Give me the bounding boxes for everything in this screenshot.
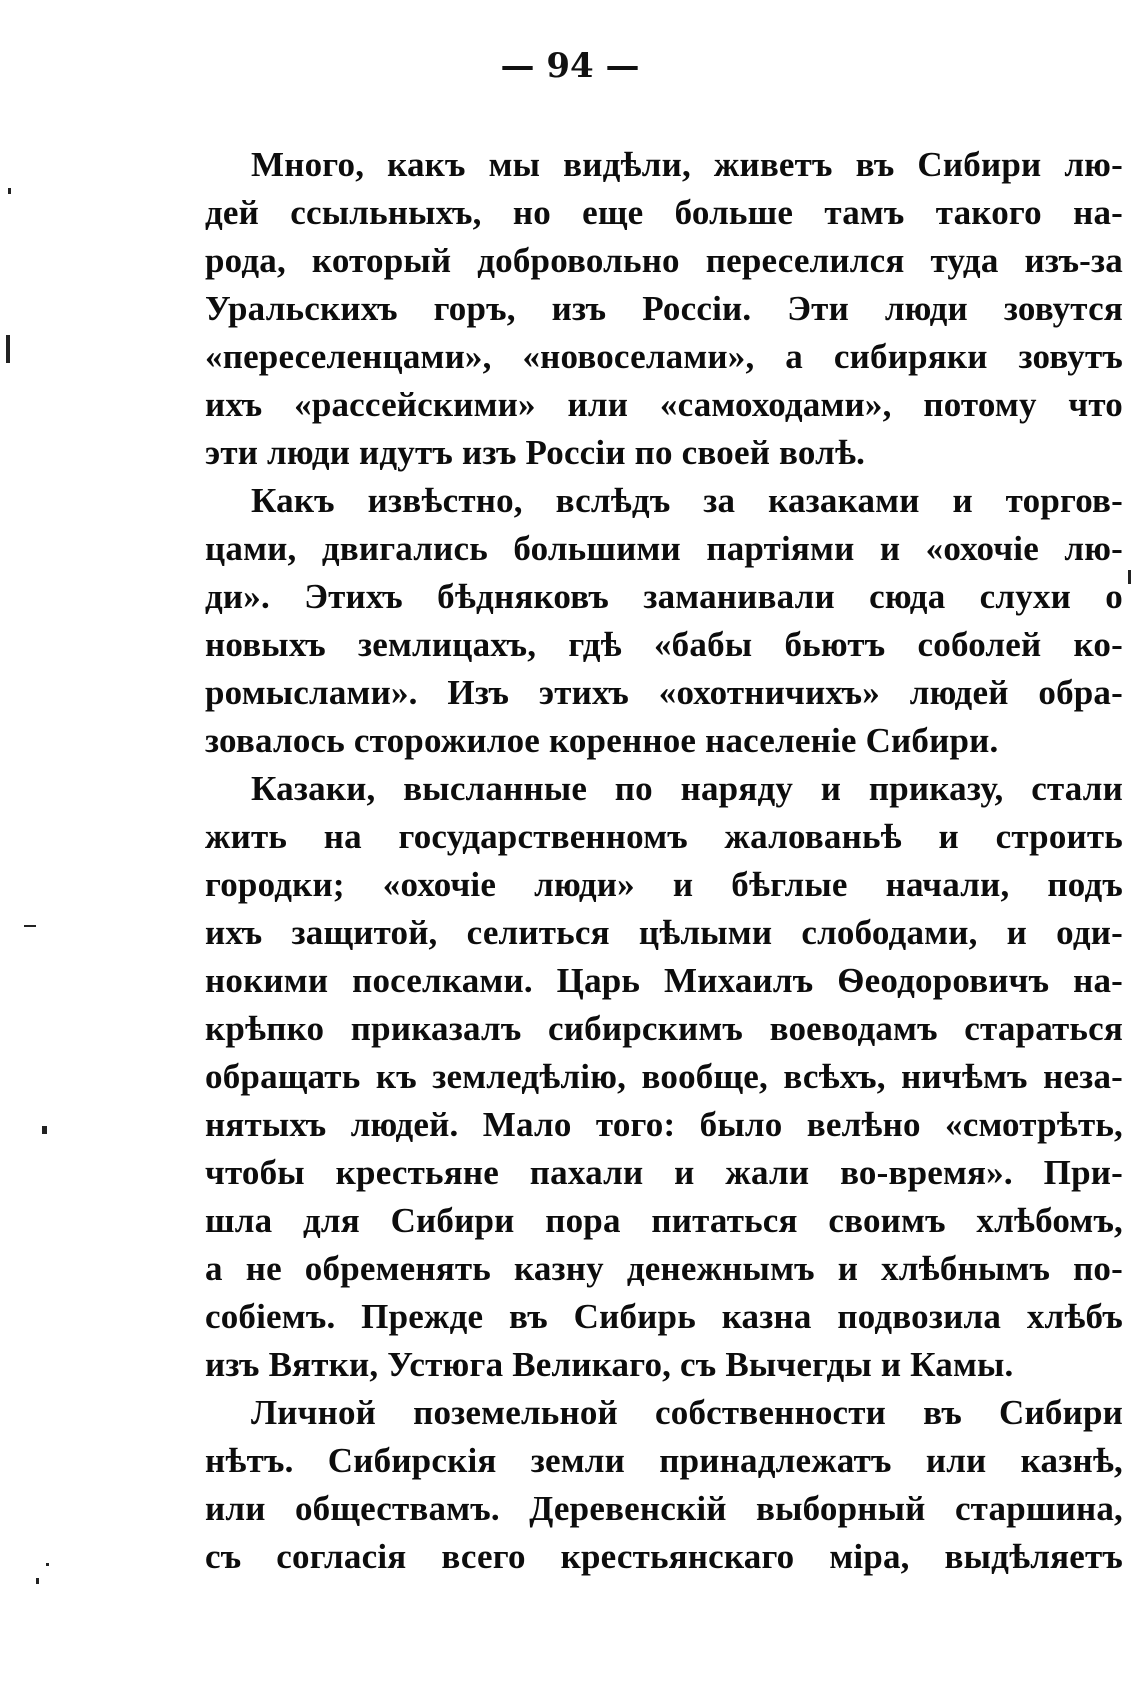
scan-speck <box>1128 570 1131 584</box>
scan-speck <box>36 1578 39 1584</box>
text-line: нятыхъ людей. Мало того: было велѣно «смотрѣть, <box>205 1105 1123 1144</box>
text-line: «переселенцами», «новоселами», а сибиряки зовутъ <box>205 337 1123 376</box>
text-line: Много, какъ мы видѣли, живетъ въ Сибири лю- <box>251 145 1123 184</box>
text-line: крѣпко приказалъ сибирскимъ воеводамъ стараться <box>205 1009 1123 1048</box>
scan-speck <box>24 925 36 927</box>
scan-speck <box>42 1126 47 1134</box>
text-line: собіемъ. Прежде въ Сибирь казна подвозила хлѣбъ <box>205 1297 1123 1336</box>
text-line: ромыслами». Изъ этихъ «охотничихъ» людей обра- <box>205 673 1123 712</box>
text-line: Какъ извѣстно, вслѣдъ за казаками и торгов- <box>251 481 1123 520</box>
text-line: новыхъ землицахъ, гдѣ «бабы бьютъ соболей ко- <box>205 625 1123 664</box>
text-line: ихъ «рассейскими» или «самоходами», потому что <box>205 385 1123 424</box>
text-line: эти люди идутъ изъ Россіи по своей волѣ. <box>205 433 866 472</box>
scan-speck <box>46 1563 49 1566</box>
text-line: нокими поселками. Царь Михаилъ Ѳеодоровичъ на- <box>205 961 1123 1000</box>
text-line: а не обременять казну денежнымъ и хлѣбнымъ по- <box>205 1249 1123 1288</box>
text-line: зовалось сторожилое коренное населеніе Сибири. <box>205 721 999 760</box>
text-line: чтобы крестьяне пахали и жали во-время». При- <box>205 1153 1123 1192</box>
text-line: ихъ защитой, селиться цѣлыми слободами, и оди- <box>205 913 1123 952</box>
text-line: цами, двигались большими партіями и «охочіе лю- <box>205 529 1123 568</box>
text-line: нѣтъ. Сибирскія земли принадлежатъ или казнѣ, <box>205 1441 1123 1480</box>
text-line: съ согласія всего крестьянскаго міра, выдѣляетъ <box>205 1537 1123 1576</box>
scan-speck <box>8 188 11 194</box>
text-line: или обществамъ. Деревенскій выборный старшина, <box>205 1489 1123 1528</box>
text-line: городки; «охочіе люди» и бѣглые начали, подъ <box>205 865 1123 904</box>
text-line: ди». Этихъ бѣдняковъ заманивали сюда слухи о <box>205 577 1123 616</box>
text-line: рода, который добровольно переселился туда изъ-за <box>205 241 1123 280</box>
scan-speck <box>6 335 10 363</box>
page-number: — 94 — <box>500 46 640 86</box>
text-line: Уральскихъ горъ, изъ Россіи. Эти люди зовутся <box>205 289 1123 328</box>
body-text <box>205 141 1123 1581</box>
text-line: жить на государственномъ жалованьѣ и строить <box>205 817 1123 856</box>
text-line: Личной поземельной собственности въ Сибири <box>251 1393 1123 1432</box>
text-line: изъ Вятки, Устюга Великаго, съ Вычегды и Камы. <box>205 1345 1014 1384</box>
text-line: Казаки, высланные по наряду и приказу, стали <box>251 769 1123 808</box>
text-line: дей ссыльныхъ, но еще больше тамъ такого на- <box>205 193 1123 232</box>
text-line: обращать къ земледѣлію, вообще, всѣхъ, ничѣмъ неза- <box>205 1057 1123 1096</box>
text-line: шла для Сибири пора питаться своимъ хлѣбомъ, <box>205 1201 1123 1240</box>
